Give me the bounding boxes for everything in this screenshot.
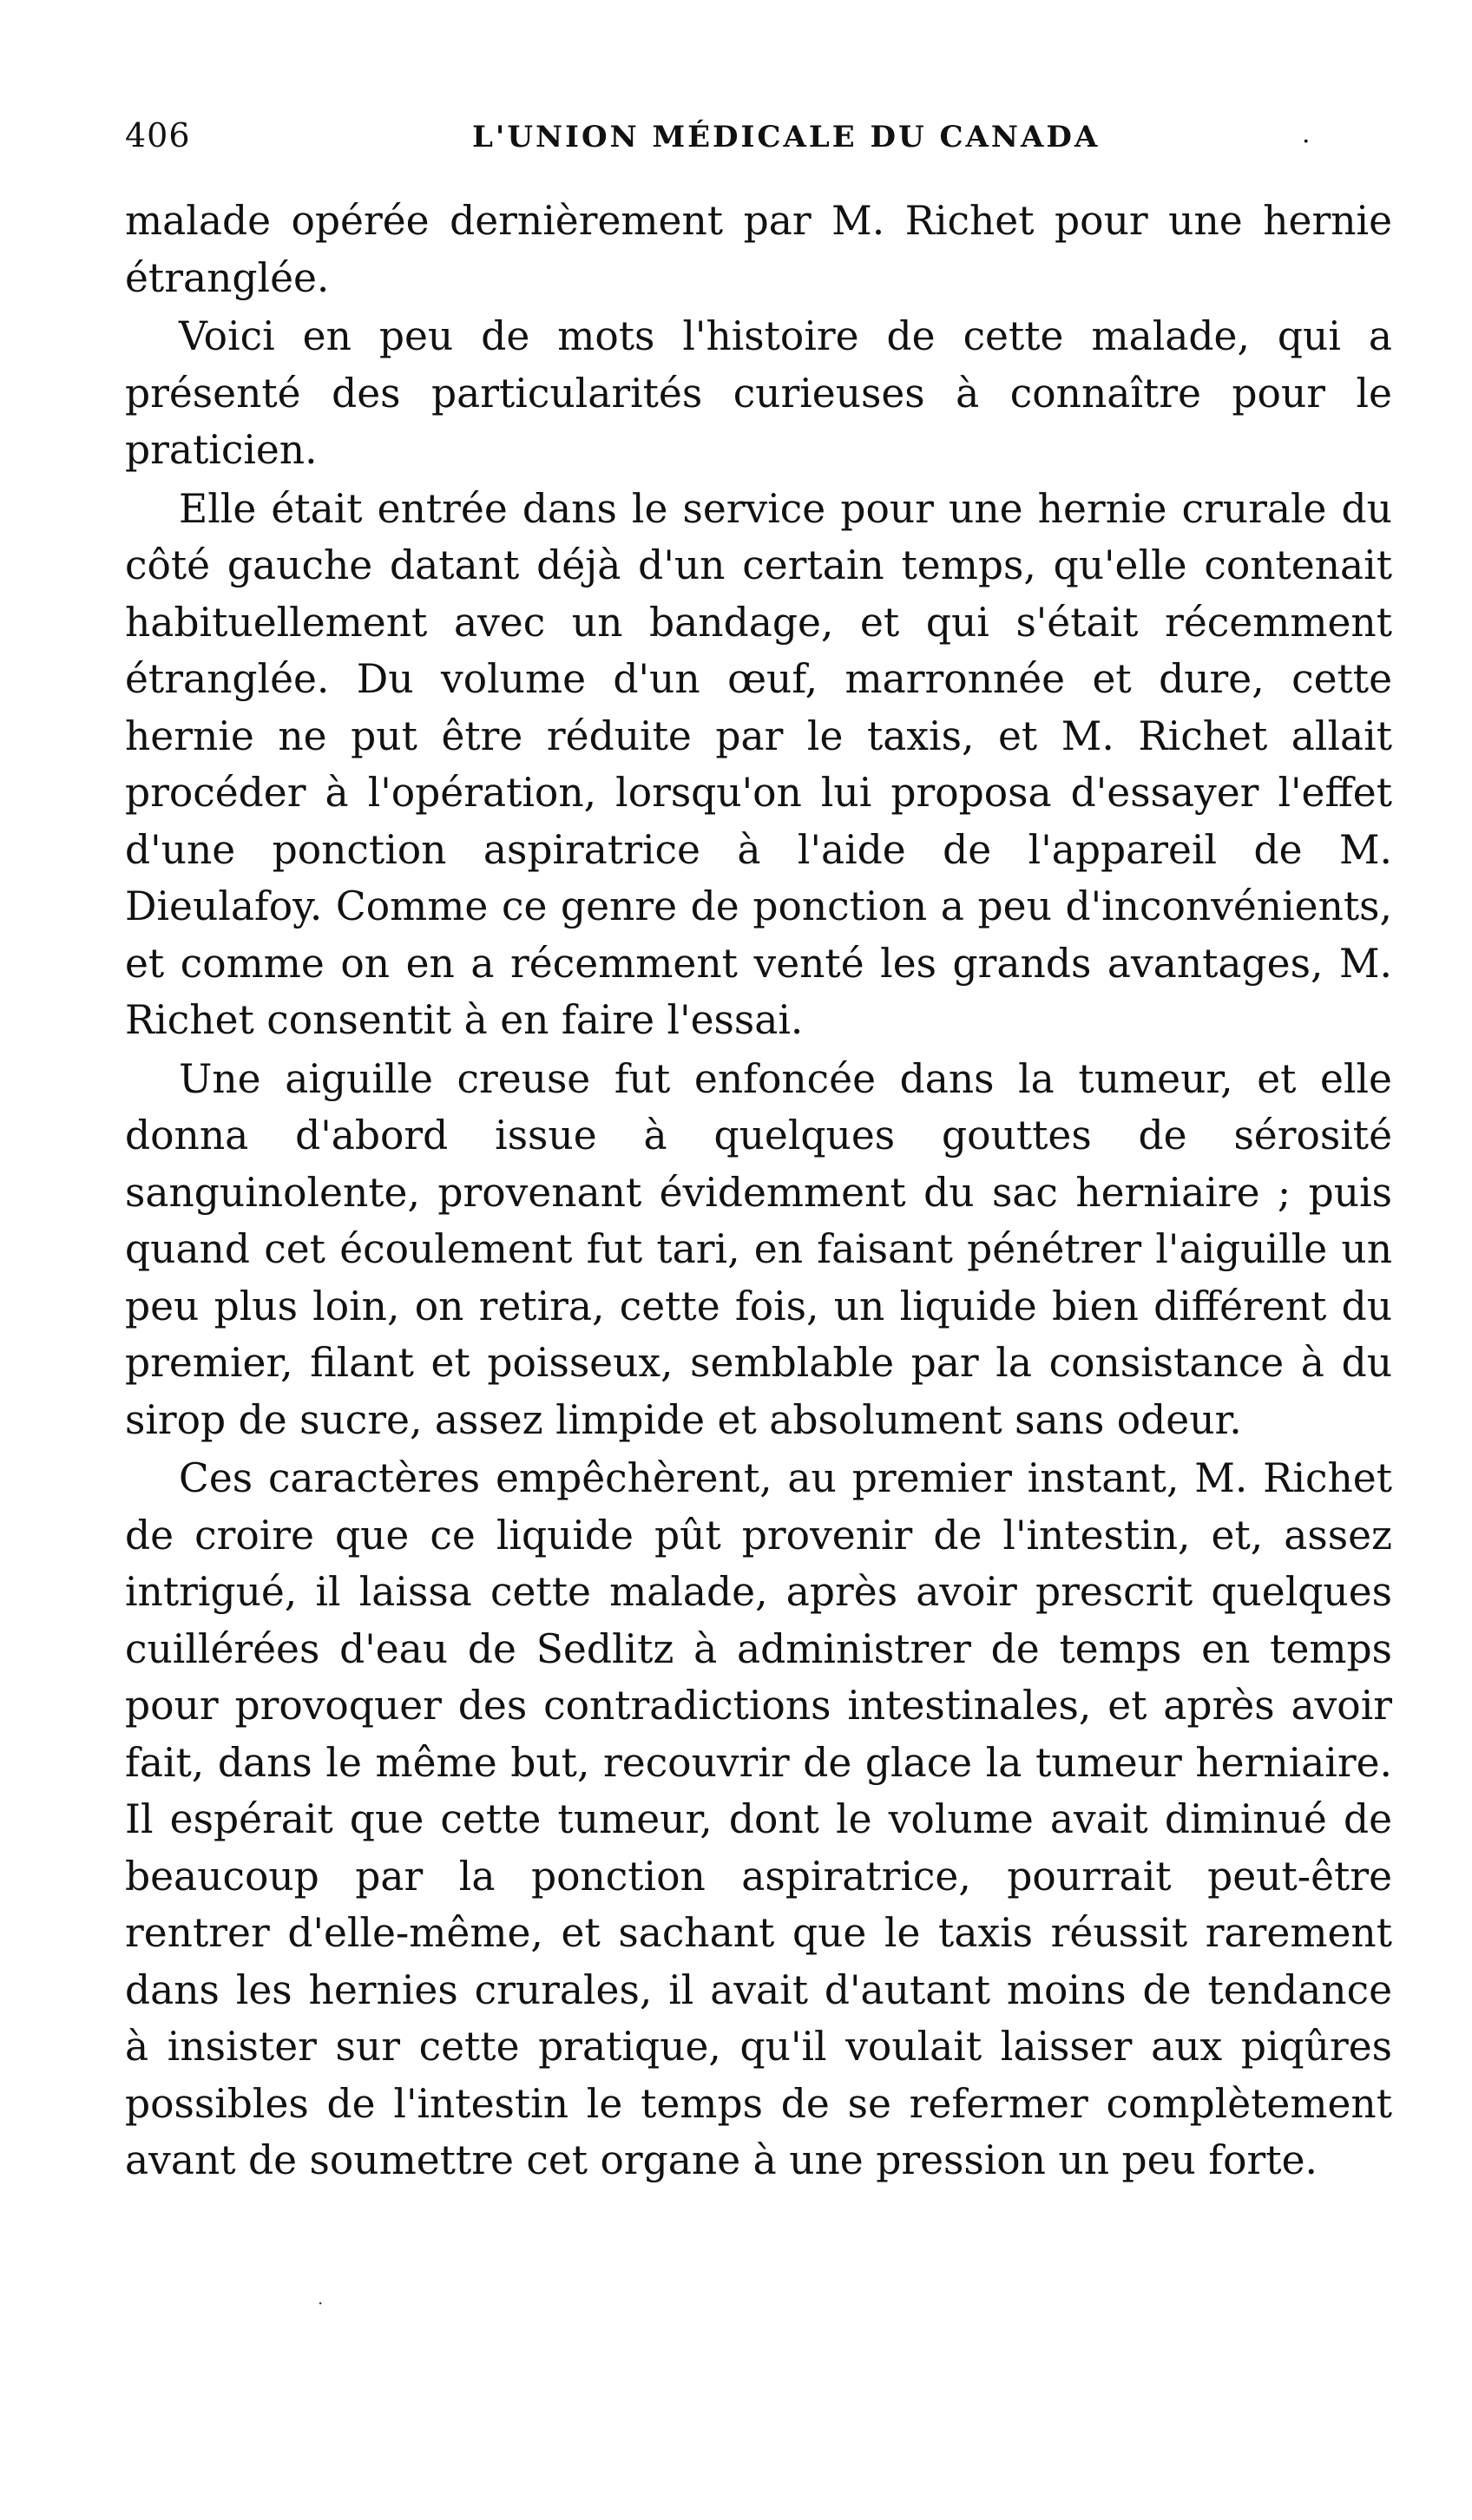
paragraph-puncture: Une aiguille creuse fut enfoncée dans la tumeur, et elle donna d'abord issue à quelques gouttes de sérosité sanguinolente, provenant évidemment du sac herniaire ; puis quand cet écoulement fut tari, en faisant pénétrer l'aiguille un peu plus loin, on retira, cette fois, un liquide bien différent du premier, filant et poisseux, semblable par la consistance à du sirop de sucre, assez limpide et absolument sans odeur. <box>125 1055 1392 1443</box>
paragraph-intro: Voici en peu de mots l'histoire de cette malade, qui a présenté des particularités curieuses à connaître pour le praticien. <box>125 313 1392 473</box>
print-speck: · <box>318 2293 324 2313</box>
paragraph-continuation: malade opérée dernièrement par M. Richet pour une hernie étranglée. <box>125 198 1392 301</box>
paragraph-outcome: Ces caractères empêchèrent, au premier instant, M. Richet de croire que ce liquide pût provenir de l'intestin, et, assez intrigué, il laissa cette malade, après avoir prescrit quelques cuillérées d'eau de Sedlitz à administrer de temps en temps pour provoquer des contradictions intestinales, et après avoir fait, dans le même but, recouvrir de glace la tumeur herniaire. Il espérait que cette tumeur, dont le volume avait diminué de beaucoup par la ponction aspiratrice, pourrait peut-être rentrer d'elle-même, et sachant que le taxis réussit rarement dans les hernies crurales, il avait d'autant moins de tendance à insister sur cette pratique, qu'il voulait laisser aux piqûres possibles de l'intestin le temps de se refermer complètement avant de soumettre cet organe à une pression un peu forte. <box>125 1455 1392 2183</box>
paragraph-case-history: Elle était entrée dans le service pour une hernie crurale du côté gauche datant déjà d'un certain temps, qu'elle contenait habituellement avec un bandage, et qui s'était récemment étranglée. Du volume d'un œuf, marronnée et dure, cette hernie ne put être réduite par le taxis, et M. Richet allait procéder à l'opération, lorsqu'on lui proposa d'essayer l'effet d'une ponction aspiratrice à l'aide de l'appareil de M. Dieulafoy. Comme ce genre de ponction a peu d'inconvénients, et comme on en a récemment venté les grands avantages, M. Richet consentit à en faire l'essai. <box>125 485 1392 1043</box>
article-body <box>125 193 1392 2189</box>
print-speck: · <box>1302 127 1311 157</box>
page-header <box>125 116 1366 168</box>
running-title: L'UNION MÉDICALE DU CANADA <box>472 120 1101 154</box>
page-number: 406 <box>125 116 191 154</box>
